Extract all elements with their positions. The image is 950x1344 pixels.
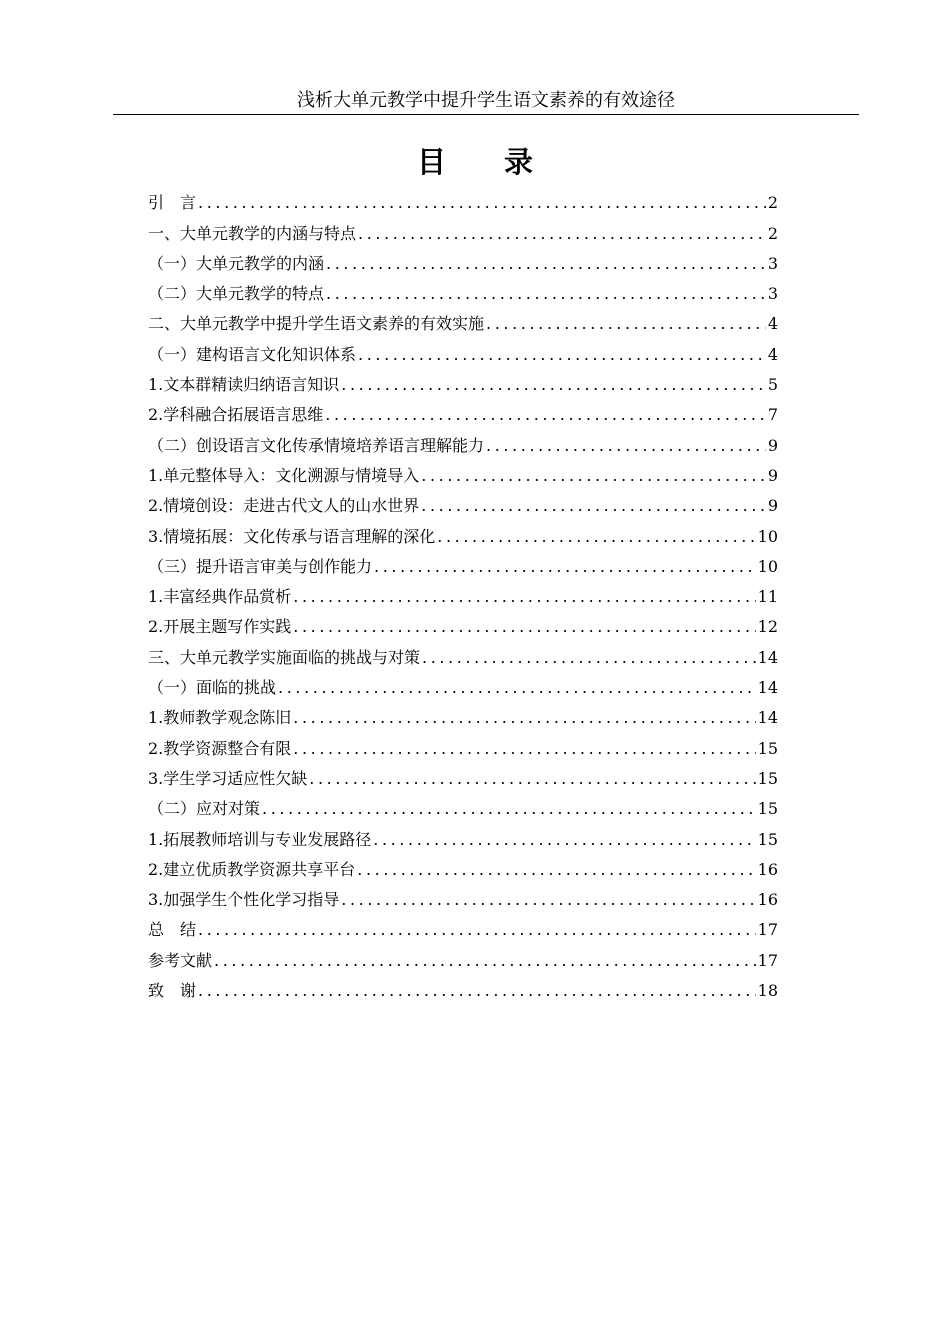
toc-entry[interactable]: [148, 517, 778, 547]
toc-entry-label: （一）面临的挑战: [148, 678, 277, 698]
toc-entry[interactable]: [148, 245, 778, 275]
toc-entry[interactable]: [148, 638, 778, 668]
toc-entry[interactable]: [148, 305, 778, 335]
toc-entry-label: 二、大单元教学中提升学生语文素养的有效实施: [148, 314, 485, 334]
toc-dot-leader: [486, 435, 766, 457]
toc-entry-label: 致 谢: [148, 981, 197, 1001]
toc-entry[interactable]: [148, 941, 778, 971]
toc-entry-label: 1.文本群精读归纳语言知识: [148, 375, 340, 395]
toc-entry-label: 2.教学资源整合有限: [148, 738, 292, 758]
toc-entry[interactable]: [148, 972, 778, 1002]
toc-entry-page: 2: [767, 193, 778, 213]
toc-entry-label: 3.情境拓展：文化传承与语言理解的深化: [148, 526, 436, 546]
toc-dot-leader: [358, 223, 766, 245]
toc-dot-leader: [326, 253, 766, 275]
toc-entry-page: 18: [757, 981, 778, 1001]
toc-entry[interactable]: [148, 548, 778, 578]
toc-entry-label: （二）大单元教学的特点: [148, 284, 325, 304]
toc-entry-label: 1.拓展教师培训与专业发展路径: [148, 829, 372, 849]
toc-entry-label: （一）建构语言文化知识体系: [148, 344, 357, 364]
toc-dot-leader: [374, 556, 756, 578]
toc-dot-leader: [437, 526, 755, 548]
toc-entry-page: 9: [767, 435, 778, 455]
toc-dot-leader: [262, 798, 756, 820]
toc-dot-leader: [293, 616, 755, 638]
toc-dot-leader: [486, 313, 766, 335]
toc-entry-label: （三）提升语言审美与创作能力: [148, 556, 373, 576]
toc-dot-leader: [357, 859, 755, 881]
toc-entry[interactable]: [148, 699, 778, 729]
toc-entry[interactable]: [148, 851, 778, 881]
toc-entry-page: 10: [757, 526, 778, 546]
toc-entry[interactable]: [148, 457, 778, 487]
toc-entry-label: 2.开展主题写作实践: [148, 617, 292, 637]
toc-entry-page: 16: [757, 859, 778, 879]
toc-entry[interactable]: [148, 275, 778, 305]
toc-dot-leader: [373, 829, 755, 851]
toc-entry[interactable]: [148, 911, 778, 941]
header-rule: [113, 114, 859, 115]
toc-title-char-2: 录: [504, 145, 534, 179]
toc-entry-page: 3: [767, 253, 778, 273]
toc-entry-label: （二）创设语言文化传承情境培养语言理解能力: [148, 435, 485, 455]
toc-entry[interactable]: [148, 396, 778, 426]
toc-entry[interactable]: [148, 760, 778, 790]
toc-entry-page: 15: [757, 738, 778, 758]
toc-entry-page: 2: [767, 223, 778, 243]
toc-dot-leader: [198, 919, 756, 941]
toc-dot-leader: [293, 707, 755, 729]
toc-dot-leader: [421, 465, 766, 487]
toc-title: [0, 140, 950, 184]
toc-entry-label: 2.建立优质教学资源共享平台: [148, 859, 356, 879]
toc-entry[interactable]: [148, 366, 778, 396]
toc-entry-page: 12: [757, 617, 778, 637]
toc-dot-leader: [198, 980, 756, 1002]
toc-entry-label: （一）大单元教学的内涵: [148, 253, 325, 273]
toc-entry-page: 15: [757, 799, 778, 819]
toc-entry[interactable]: [148, 729, 778, 759]
toc-entry-label: 一、大单元教学的内涵与特点: [148, 223, 357, 243]
toc-entry-label: 引 言: [148, 193, 197, 213]
toc-entry[interactable]: [148, 881, 778, 911]
toc-entry[interactable]: [148, 790, 778, 820]
toc-entry[interactable]: [148, 214, 778, 244]
toc-entry-page: 9: [767, 496, 778, 516]
toc-entry-page: 7: [767, 405, 778, 425]
running-header: 浅析大单元教学中提升学生语文素养的有效途径: [297, 90, 675, 111]
toc-entry-label: 3.加强学生个性化学习指导: [148, 890, 340, 910]
toc-entry-label: 2.情境创设：走进古代文人的山水世界: [148, 496, 420, 516]
toc-entry-page: 9: [767, 465, 778, 485]
toc-dot-leader: [293, 738, 755, 760]
toc-dot-leader: [198, 192, 766, 214]
toc-dot-leader: [358, 344, 766, 366]
toc-dot-leader: [341, 889, 755, 911]
toc-entry-label: 1.教师教学观念陈旧: [148, 708, 292, 728]
toc-entry-label: 1.单元整体导入：文化溯源与情境导入: [148, 465, 420, 485]
toc-title-char-1: 目: [416, 145, 446, 179]
toc-dot-leader: [325, 404, 766, 426]
toc-entry[interactable]: [148, 820, 778, 850]
toc-entry-page: 4: [767, 344, 778, 364]
toc-entry-label: 2.学科融合拓展语言思维: [148, 405, 324, 425]
toc-entry-label: 三、大单元教学实施面临的挑战与对策: [148, 647, 421, 667]
toc-entry-page: 15: [757, 829, 778, 849]
toc-entry[interactable]: [148, 669, 778, 699]
toc-entry-page: 10: [757, 556, 778, 576]
toc-entry-page: 5: [767, 375, 778, 395]
toc-entry-page: 16: [757, 890, 778, 910]
toc-entry-label: 参考文献: [148, 950, 213, 970]
toc-entry[interactable]: [148, 426, 778, 456]
toc-entry-label: 1.丰富经典作品赏析: [148, 587, 292, 607]
toc-dot-leader: [293, 586, 755, 608]
toc-entry-page: 14: [757, 678, 778, 698]
toc-dot-leader: [341, 374, 766, 396]
toc-dot-leader: [422, 647, 756, 669]
toc-entry[interactable]: [148, 608, 778, 638]
toc-entry-label: 3.学生学习适应性欠缺: [148, 768, 308, 788]
toc-entry[interactable]: [148, 578, 778, 608]
toc-entry-page: 15: [757, 768, 778, 788]
toc-entry-page: 14: [757, 708, 778, 728]
toc-entry-page: 11: [757, 587, 778, 607]
toc-entry[interactable]: [148, 184, 778, 214]
toc-dot-leader: [326, 283, 766, 305]
toc-dot-leader: [278, 677, 756, 699]
toc-dot-leader: [309, 768, 755, 790]
toc-list: [148, 184, 778, 1002]
toc-entry-page: 3: [767, 284, 778, 304]
toc-dot-leader: [421, 495, 766, 517]
toc-dot-leader: [214, 950, 756, 972]
toc-entry-page: 17: [757, 950, 778, 970]
toc-entry-label: （二）应对对策: [148, 799, 261, 819]
toc-entry-page: 17: [757, 920, 778, 940]
toc-entry-page: 14: [757, 647, 778, 667]
toc-entry[interactable]: [148, 487, 778, 517]
toc-entry[interactable]: [148, 335, 778, 365]
toc-entry-label: 总 结: [148, 920, 197, 940]
toc-entry-page: 4: [767, 314, 778, 334]
